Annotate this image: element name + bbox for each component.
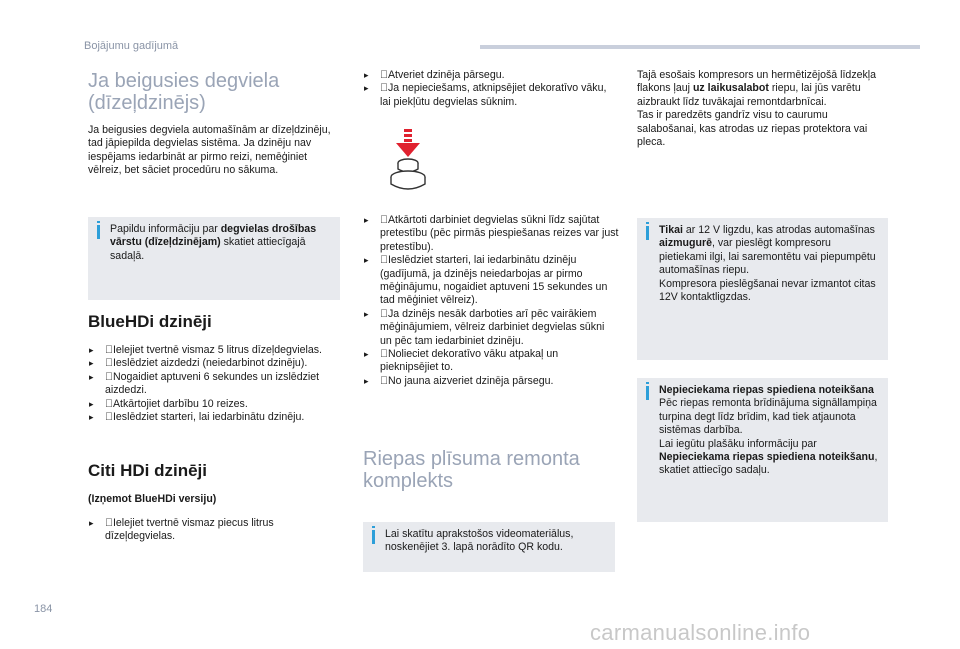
bullet-icon: ▸ xyxy=(89,398,94,409)
info-box-fuel-valve xyxy=(88,217,340,300)
info-box-text: Lai skatītu aprakstošos videomateriālus, noskenējiet 3. lapā norādīto QR kodu. xyxy=(385,528,574,554)
info-icon xyxy=(646,226,649,240)
info1-mid: ar 12 V ligzdu, kas atrodas automašīnas xyxy=(682,224,875,236)
info-icon xyxy=(97,225,100,239)
step-text: Atkārtoti darbiniet degvielas sūkni līdz sajūtat pretestību (pēc pirmās piespiešanas reizes var just pretestību). xyxy=(380,214,619,253)
step-text: Nolieciet dekoratīvo vāku atpakaļ un pieknipsējiet to. xyxy=(380,348,559,374)
fuel-pump-icon xyxy=(382,129,434,195)
list-item xyxy=(363,69,615,82)
fuel-out-title-line2: (dīzeļdzinējs) xyxy=(88,92,206,114)
list-item xyxy=(88,357,338,370)
intro-prefix: Tajā esošais kompresors un hermētizējošā līdzekļa flakons ļauj xyxy=(637,69,877,95)
repair-kit-title-line2: komplekts xyxy=(363,470,454,492)
bluehdi-title: BlueHDi dzinēji xyxy=(88,312,212,331)
info-box-video xyxy=(363,522,615,572)
step-text: Ielejiet tvertnē vismaz 5 litrus dīzeļdegvielas. xyxy=(112,344,322,356)
info-box-text xyxy=(659,384,878,478)
step-text: Ja nepieciešams, atknipsējiet dekoratīvo vāku, lai piekļūtu degvielas sūknim. xyxy=(380,82,607,108)
section-label: Bojājumu gadījumā xyxy=(84,40,179,52)
list-item xyxy=(363,308,619,348)
info1-bold2: aizmugurē xyxy=(659,237,712,250)
bullet-icon: ▸ xyxy=(364,83,369,94)
info1-para-2: Kompresora pieslēgšanai nevar izmantot citas 12V kontaktligzdas. xyxy=(659,277,876,304)
pump-steps-top xyxy=(363,69,615,109)
intro-suffix: riepu, lai jūs varētu aizbraukt līdz tuvākajai remontdarbnīcai. xyxy=(637,82,861,108)
step-text: Ieslēdziet aizdedzi (neiedarbinot dzinēju). xyxy=(112,357,308,370)
repair-kit-intro xyxy=(637,69,887,149)
citi-steps xyxy=(88,517,338,544)
list-item xyxy=(363,348,619,375)
info2-title: Nepieciekama riepas spiediena noteikšana xyxy=(659,384,874,396)
step-text: Ielejiet tvertnē vismaz piecus litrus dīzeļdegvielas. xyxy=(105,517,274,543)
col1-title xyxy=(88,70,338,114)
bullet-icon: ▸ xyxy=(364,349,369,360)
intro-bold: uz laikusalabot xyxy=(692,82,769,95)
info1-suffix: , var pieslēgt kompresoru pietiekami ilgi, lai saremontētu vai piepumpētu automašīnas riepu. xyxy=(659,237,876,277)
list-item xyxy=(363,214,619,254)
info2-prefix: Lai iegūtu plašāku informāciju par xyxy=(659,437,817,450)
page-number: 184 xyxy=(34,603,53,615)
info1-para xyxy=(659,224,878,278)
fuel-out-title-line1: Ja beigusies degviela xyxy=(88,70,280,92)
repair-kit-title-line1: Riepas plīsuma remonta xyxy=(363,448,580,470)
list-item xyxy=(363,82,615,109)
list-item xyxy=(88,517,338,544)
bullet-icon: ▸ xyxy=(89,412,94,423)
step-text: Atkārtojiet darbību 10 reizes. xyxy=(112,397,248,410)
bullet-icon: ▸ xyxy=(89,371,94,382)
info-icon xyxy=(372,530,375,544)
list-item xyxy=(363,375,619,388)
step-text: Ieslēdziet starteri, lai iedarbinātu dzinēju (gadījumā, ja dzinējs neiedarbojas ar pirmo mēģinājumu, nogaidiet aptuveni 15 sekundes un tad mēģiniet vēlreiz). xyxy=(380,254,608,307)
list-item xyxy=(88,344,338,357)
citi-subtitle: (Izņemot BlueHDi versiju) xyxy=(88,493,217,505)
info-prefix: Papildu informāciju par xyxy=(110,223,221,235)
step-text: No jauna aizveriet dzinēja pārsegu. xyxy=(387,374,554,387)
bluehdi-steps xyxy=(88,344,338,424)
info-bold: degvielas drošības vārstu (dīzeļdzinējam) xyxy=(110,223,317,249)
info-icon xyxy=(646,386,649,400)
step-text: Nogaidiet aptuveni 6 sekundes un izslēdziet aizdedzi. xyxy=(105,370,320,397)
bullet-icon: ▸ xyxy=(89,358,94,369)
repair-kit-intro-text xyxy=(637,69,887,109)
info-box-text xyxy=(659,224,878,304)
bullet-icon: ▸ xyxy=(364,255,369,266)
watermark: carmanualsonline.info xyxy=(590,620,811,645)
info2-bold: Nepieciekama riepas spiediena noteikšanu xyxy=(659,451,875,464)
info-box-text xyxy=(110,223,330,263)
info-box-12v-socket xyxy=(637,218,888,360)
list-item xyxy=(363,254,619,308)
citi-title: Citi HDi dzinēji xyxy=(88,461,207,480)
info1-bold1: Tikai xyxy=(659,224,683,236)
info2-suffix: , skatiet attiecīgo sadaļu. xyxy=(659,451,878,477)
header-bar xyxy=(480,45,920,49)
bullet-icon: ▸ xyxy=(364,215,369,225)
step-text: Ieslēdziet starteri, lai iedarbinātu dzinēju. xyxy=(112,411,305,424)
info-suffix: skatiet attiecīgajā sadaļā. xyxy=(110,236,306,262)
step-text: Ja dzinējs nesāk darboties arī pēc vairākiem mēģinājumiem, vēlreiz darbiniet degvielas sūkni un pēc tam iedarbiniet dzinēju. xyxy=(380,307,605,347)
bullet-icon: ▸ xyxy=(89,518,94,528)
info-box-pressure-detection xyxy=(637,378,888,522)
step-text: Atveriet dzinēja pārsegu. xyxy=(387,69,505,81)
pump-steps-bottom xyxy=(363,214,619,388)
info2-para xyxy=(659,438,878,478)
list-item xyxy=(88,398,338,411)
list-item xyxy=(88,371,338,398)
repair-kit-intro-text-2: Tas ir paredzēts gandrīz visu to caurumu salabošanai, kas atrodas uz riepas protektora vai pleca. xyxy=(637,109,868,149)
info2-text: Pēc riepas remonta brīdinājuma signāllampiņa turpina degt līdz brīdim, kad tiek atjaunota sistēmas darbība. xyxy=(659,397,877,437)
fuel-out-intro: Ja beigusies degviela automašīnām ar dīzeļdzinēju, tad jāpiepilda degvielas sistēma. Ja dzinēju nav iespējams iedarbināt ar pirmo reizi, nemēģiniet vēlreiz, bet sāciet procedūru no sākuma. xyxy=(88,124,331,177)
bullet-icon: ▸ xyxy=(364,70,369,80)
bullet-icon: ▸ xyxy=(364,308,369,319)
list-item xyxy=(88,411,338,424)
repair-kit-title xyxy=(363,448,619,492)
bullet-icon: ▸ xyxy=(364,375,369,386)
bullet-icon: ▸ xyxy=(89,345,94,355)
